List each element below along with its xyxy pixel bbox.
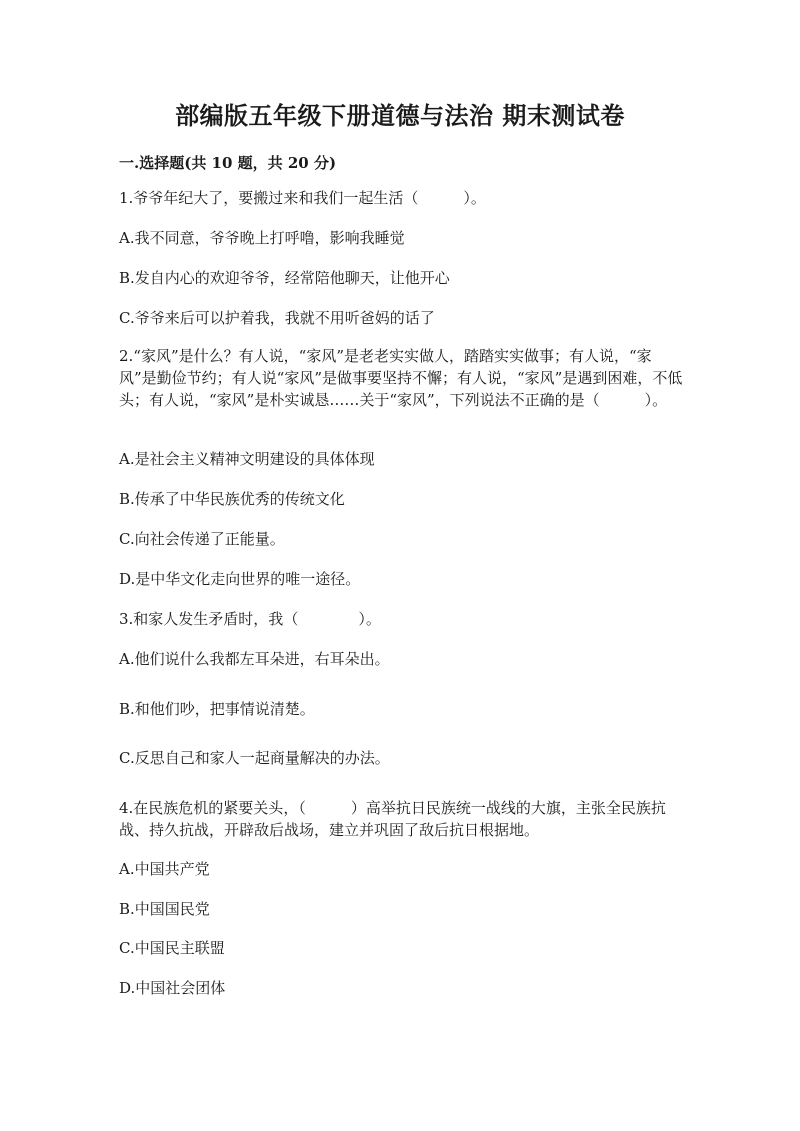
question-4-option-c: C.中国民主联盟 — [119, 939, 225, 957]
question-1-stem: 1.爷爷年纪大了，要搬过来和我们一起生活（ ）。 — [119, 189, 486, 207]
question-4-option-b: B.中国国民党 — [119, 900, 210, 918]
question-4-option-a: A.中国共产党 — [119, 860, 210, 878]
section-heading: 一.选择题(共 10 题，共 20 分) — [119, 154, 337, 172]
question-2-option-d: D.是中华文化走向世界的唯一途径。 — [119, 570, 361, 588]
page-title: 部编版五年级下册道德与法治 期末测试卷 — [175, 101, 625, 130]
question-3-option-a: A.他们说什么我都左耳朵进，右耳朵出。 — [119, 650, 390, 668]
question-3-stem: 3.和家人发生矛盾时，我（ ）。 — [119, 610, 381, 628]
question-4-stem: 4.在民族危机的紧要关头，（ ）高举抗日民族统一战线的大旗，主张全民族抗战、持久抗战，开辟敌后战场，建立并巩固了敌后抗日根据地。 — [119, 799, 666, 839]
question-3-option-b: B.和他们吵，把事情说清楚。 — [119, 700, 315, 718]
question-2-option-b: B.传承了中华民族优秀的传统文化 — [119, 490, 345, 508]
question-2-option-c: C.向社会传递了正能量。 — [119, 530, 285, 548]
question-1-option-c: C.爷爷来后可以护着我，我就不用听爸妈的话了 — [119, 309, 435, 327]
question-1-option-b: B.发自内心的欢迎爷爷，经常陪他聊天，让他开心 — [119, 269, 450, 287]
question-1-option-a: A.我不同意，爷爷晚上打呼噜，影响我睡觉 — [119, 229, 405, 247]
question-3-option-c: C.反思自己和家人一起商量解决的办法。 — [119, 749, 390, 767]
question-4-option-d: D.中国社会团体 — [119, 979, 226, 997]
question-2-option-a: A.是社会主义精神文明建设的具体体现 — [119, 450, 375, 468]
question-2-stem: 2.“家风”是什么？有人说，“家风”是老老实实做人，踏踏实实做事；有人说，“家风”是勤俭节约；有人说“家风”是做事要坚持不懈；有人说，“家风”是遇到困难，不低头；有人说，“家风”是朴实诚恳……关于“家风”，下列说法不正确的是（ ）。 — [119, 347, 683, 409]
